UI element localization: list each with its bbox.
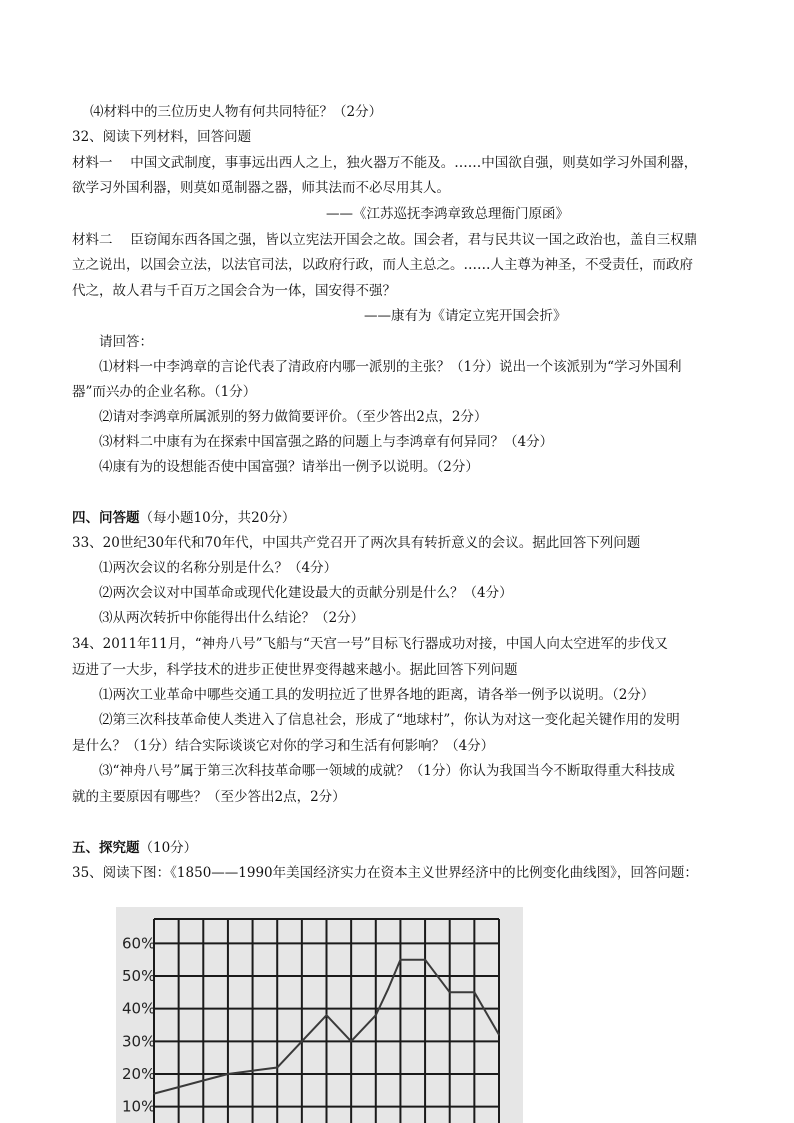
q32-material1-line2: 欲学习外国利器，则莫如觅制器之器，师其法而不必尽用其人。 xyxy=(72,180,450,196)
data-point xyxy=(498,1034,500,1036)
q32-sub4: ⑷康有为的设想能否使中国富强？请举出一例予以说明。（2分） xyxy=(99,459,479,475)
data-point xyxy=(474,992,476,994)
q32-material2-source: ——康有为《请定立宪开国会折》 xyxy=(364,308,567,324)
q32-sub2: ⑵请对李鸿章所属派别的努力做简要评价。（至少答出2点，2分） xyxy=(99,409,488,425)
data-point xyxy=(326,1014,328,1016)
q34-sub3-line1: ⑶“神舟八号”属于第三次科技革命哪一领域的成就？（1分）你认为我国当今不断取得重大科技成 xyxy=(99,763,675,779)
data-point xyxy=(400,959,402,961)
y-tick-label: 30% xyxy=(122,1032,156,1051)
data-point xyxy=(350,1041,352,1043)
section5-note: （10分） xyxy=(139,840,198,856)
data-point xyxy=(252,1070,254,1072)
data-point xyxy=(449,992,451,994)
q32-material1-source: ——《江苏巡抚李鸿章致总理衙门原函》 xyxy=(326,206,569,222)
q32-material1-line1: 材料一 中国文武制度，事事远出西人之上，独火器万不能及。……中国欲自强，则莫如学习外国利器， xyxy=(72,155,698,171)
q33-title: 33、20世纪30年代和70年代，中国共产党召开了两次具有转折意义的会议。据此回答下列问题 xyxy=(72,535,641,551)
q34-sub2-line1: ⑵第三次科技革命使人类进入了信息社会，形成了“地球村”，你认为对这一变化起关键作用的发明 xyxy=(99,712,680,728)
section5-heading xyxy=(72,838,197,858)
data-point xyxy=(387,988,389,990)
data-point xyxy=(301,1041,303,1043)
q34-sub1: ⑴两次工业革命中哪些交通工具的发明拉近了世界各地的距离，请各举一例予以说明。（2分） xyxy=(99,687,655,703)
section4-note: （每小题10分，共20分） xyxy=(139,510,296,526)
data-point xyxy=(424,959,426,961)
y-tick-label: 10% xyxy=(122,1097,156,1116)
y-tick-label: 50% xyxy=(122,967,156,985)
y-tick-label: 60% xyxy=(122,934,156,953)
q33-sub2: ⑵两次会议对中国革命或现代化建设最大的贡献分别是什么？（4分） xyxy=(99,585,513,601)
q34-line1: 34、2011年11月，“神舟八号”飞船与“天宫一号”目标飞行器成功对接，中国人向太空进军的步伐又 xyxy=(72,636,668,652)
q32-title: 32、阅读下列材料，回答问题 xyxy=(72,129,252,145)
section5-title: 五、探究题 xyxy=(72,840,140,856)
q31-sub4: ⑷材料中的三位历史人物有何共同特征？（2分） xyxy=(90,104,383,120)
q33-sub1: ⑴两次会议的名称分别是什么？（4分） xyxy=(99,560,338,576)
section4-title: 四、问答题 xyxy=(72,510,140,526)
q32-sub1-line1: ⑴材料一中李鸿章的言论代表了清政府内哪一派别的主张？（1分）说出一个该派别为“学习外国利 xyxy=(99,359,682,375)
y-tick-label: 40% xyxy=(122,999,156,1018)
q34-line2: 迈进了一大步，科学技术的进步正使世界变得越来越小。据此回答下列问题 xyxy=(72,662,518,678)
y-tick-label: 20% xyxy=(122,1065,156,1083)
section4-heading xyxy=(72,508,295,528)
chart-svg xyxy=(116,907,523,1123)
q32-sub3: ⑶材料二中康有为在探索中国富强之路的问题上与李鸿章有何异同？（4分） xyxy=(99,434,554,450)
data-point xyxy=(375,1014,377,1016)
data-point xyxy=(153,1093,155,1095)
q34-sub2-line2: 是什么？（1分）结合实际谈谈它对你的学习和生活有何影响？（4分） xyxy=(72,738,495,754)
q32-material2-line1: 材料二 臣窃闻东西各国之强，皆以立宪法开国会之故。国会者，君与民共议一国之政治也，盖自三权鼎 xyxy=(72,232,698,248)
data-point xyxy=(178,1086,180,1088)
data-point xyxy=(276,1067,278,1069)
q32-sub1-line2: 器”而兴办的企业名称。（1分） xyxy=(72,384,257,400)
data-point xyxy=(202,1080,204,1082)
q33-sub3: ⑶从两次转折中你能得出什么结论？（2分） xyxy=(99,610,365,626)
q32-material2-line3: 代之，故人君与千百万之国会合为一体，国安得不强？ xyxy=(72,283,396,299)
q32-material2-line2: 立之说出，以国会立法，以法官司法，以政府行政，而人主总之。……人主尊为神圣，不受责任，而政府 xyxy=(72,257,693,273)
q34-sub3-line2: 就的主要原因有哪些？（至少答出2点，2分） xyxy=(72,789,346,805)
economy-share-chart xyxy=(116,907,523,1123)
q32-ask: 请回答： xyxy=(99,334,153,350)
q35-title: 35、阅读下图：《1850——1990年美国经济实力在资本主义世界经济中的比例变化曲线图》，回答问题： xyxy=(72,865,698,881)
data-point xyxy=(227,1073,229,1075)
